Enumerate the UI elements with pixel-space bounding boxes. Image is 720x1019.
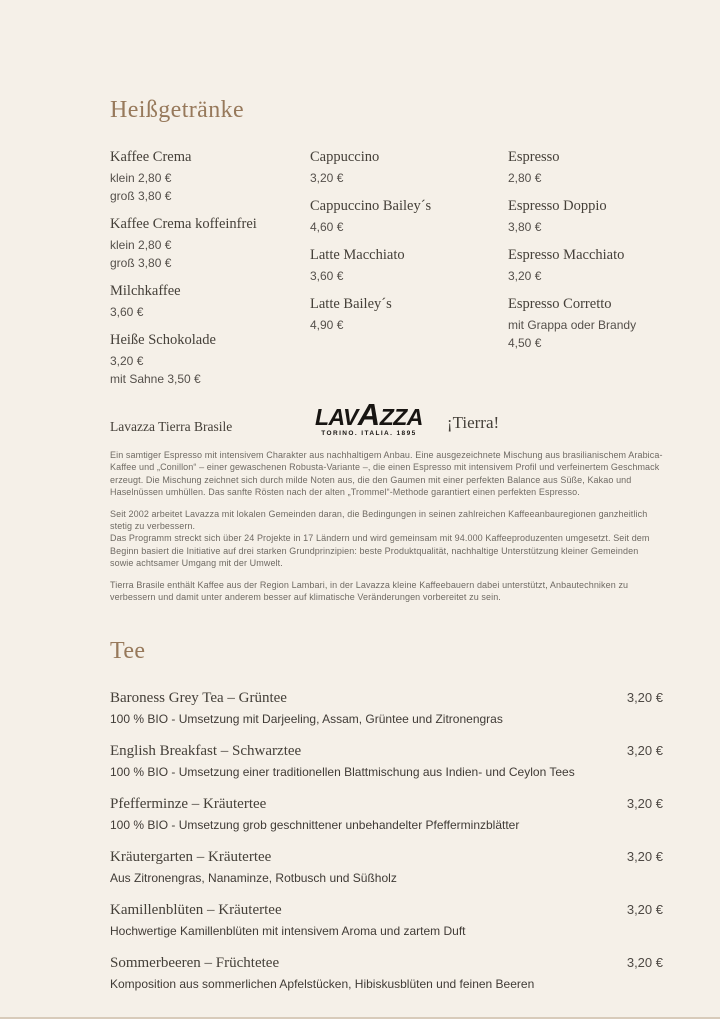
- menu-item-price: 4,90 €: [310, 318, 344, 332]
- menu-item-name: Espresso Macchiato: [508, 247, 625, 263]
- menu-item-price: 4,60 €: [310, 220, 344, 234]
- menu-item-price: 3,80 €: [508, 220, 542, 234]
- hot-drinks-column-3: [508, 148, 663, 398]
- menu-item-name: Latte Macchiato: [310, 247, 405, 263]
- lavazza-logo-word-start: LAV: [315, 404, 358, 430]
- menu-item: [310, 246, 508, 285]
- tea-item-row: [110, 848, 663, 867]
- menu-item: [110, 148, 310, 205]
- tea-item-name: Baroness Grey Tea – Grüntee: [110, 690, 287, 707]
- tea-item-name: English Breakfast – Schwarztee: [110, 743, 302, 760]
- menu-item-price: 2,80 €: [508, 171, 542, 185]
- menu-item-name: Espresso Doppio: [508, 198, 607, 214]
- menu-item-name: Kaffee Crema koffeinfrei: [110, 216, 257, 232]
- lavazza-logo-wordmark: [315, 397, 423, 432]
- description-paragraph: Seit 2002 arbeitet Lavazza mit lokalen Gemeinden daran, die Bedingungen in seinen zahlreichen Kaffeeanbauregionen ganzheitlich stetig zu verbessern.: [110, 508, 648, 532]
- menu-item-name: Heiße Schokolade: [110, 332, 216, 348]
- tea-item-description: 100 % BIO - Umsetzung grob geschnittener unbehandelter Pfefferminzblätter: [110, 818, 520, 833]
- tea-item-row: [110, 795, 663, 814]
- menu-item: [508, 197, 663, 236]
- menu-item-name: Espresso: [508, 149, 560, 165]
- menu-item-name: Espresso Corretto: [508, 296, 612, 312]
- menu-item: [508, 246, 663, 285]
- tea-item: [110, 901, 663, 939]
- tea-item: [110, 689, 663, 727]
- menu-item: [508, 295, 663, 352]
- menu-item-price: 3,20 €: [508, 269, 542, 283]
- menu-item-price: klein 2,80 €: [110, 238, 172, 252]
- menu-item-price: mit Sahne 3,50 €: [110, 372, 201, 386]
- lavazza-logo-tagline: TORINO. ITALIA. 1895: [321, 430, 417, 437]
- menu-item-note: mit Grappa oder Brandy: [508, 318, 637, 332]
- hot-drinks-heading: Heißgetränke: [110, 97, 245, 123]
- tea-item-row: [110, 689, 663, 708]
- menu-item-price: 3,20 €: [310, 171, 344, 185]
- menu-item-name: Latte Bailey´s: [310, 296, 392, 312]
- description-paragraph: Tierra Brasile enthält Kaffee aus der Region Lambari, in der Lavazza kleine Kaffeebauern dabei unterstützt, Anbautechniken zu verbessern und damit unter anderem besser auf klimatische Veränderungen vorbereitet zu sein.: [110, 579, 629, 603]
- tea-heading: Tee: [110, 638, 146, 665]
- tea-item-description: Komposition aus sommerlichen Apfelstücken, Hibiskusblüten und feinen Beeren: [110, 977, 535, 992]
- tea-item-description: 100 % BIO - Umsetzung mit Darjeeling, Assam, Grüntee und Zitronengras: [110, 712, 503, 727]
- menu-item-price: 3,20 €: [110, 354, 144, 368]
- tea-item-price: 3,20 €: [626, 690, 663, 706]
- menu-item-name: Cappuccino Bailey´s: [310, 198, 432, 214]
- description-paragraph: Das Programm streckt sich über 24 Projekte in 17 Ländern und wird gemeinsam mit 94.000 Kaffeeproduzenten umgesetzt. Seit dem Beginn basiert die Initiative auf drei starken Grundprinzipien: beste Produktqualität, nachhaltige Unterstützung kleiner Gemeinden sowie achtsamer Umgang mit der Umwelt.: [110, 533, 650, 569]
- lavazza-section: [110, 397, 663, 437]
- tea-item-description: Aus Zitronengras, Nanaminze, Rotbusch und Süßholz: [110, 871, 397, 886]
- menu-item-price: klein 2,80 €: [110, 171, 172, 185]
- product-description: [110, 449, 663, 603]
- description-paragraph: Ein samtiger Espresso mit intensivem Charakter aus nachhaltigem Anbau. Eine ausgezeichnete Mischung aus brasilianischem Arabica-Kaffee und „Conillon“ – einer gewaschenen Robusta-Variante –, die einen Espresso mit intensivem Profil und verfeinertem Geschmack erzeugt. Die Mischung zeichnet sich durch milde Noten aus, die den Gaumen mit einer perfekten Balance aus Süße, Kakao und Haselnüssen umhüllen. Das sanfte Rösten nach der alten „Trommel“-Methode garantiert einen perfekten Espresso.: [110, 450, 663, 498]
- tea-item-description: 100 % BIO - Umsetzung einer traditionellen Blattmischung aus Indien- und Ceylon Tees: [110, 765, 575, 780]
- hot-drinks-column-1: [110, 148, 310, 398]
- tea-item-price: 3,20 €: [626, 743, 663, 759]
- tea-item-price: 3,20 €: [626, 796, 663, 812]
- menu-item: [110, 282, 310, 321]
- menu-item-price: groß 3,80 €: [110, 256, 172, 270]
- menu-item-price: 4,50 €: [508, 336, 542, 350]
- tea-item: [110, 795, 663, 833]
- menu-item-name: Cappuccino: [310, 149, 380, 165]
- tea-item-name: Pfefferminze – Kräutertee: [110, 796, 267, 813]
- menu-item: [310, 295, 508, 334]
- lavazza-product-name: Lavazza Tierra Brasile: [110, 419, 233, 434]
- lavazza-logo-word-end: ZZA: [379, 404, 423, 430]
- menu-item: [508, 148, 663, 187]
- tea-item-name: Sommerbeeren – Früchtetee: [110, 955, 280, 972]
- tea-item-price: 3,20 €: [626, 849, 663, 865]
- menu-item: [310, 148, 508, 187]
- menu-item-name: Milchkaffee: [110, 283, 181, 299]
- menu-item: [110, 331, 310, 388]
- tea-item: [110, 848, 663, 886]
- tea-item-row: [110, 742, 663, 761]
- tea-item: [110, 742, 663, 780]
- tea-item-row: [110, 901, 663, 920]
- lavazza-logo-big-a: A: [357, 397, 380, 432]
- tea-item-price: 3,20 €: [626, 902, 663, 918]
- tea-item-name: Kräutergarten – Kräutertee: [110, 849, 272, 866]
- hot-drinks-grid: [110, 148, 663, 398]
- menu-item-price: groß 3,80 €: [110, 189, 172, 203]
- tea-item-row: [110, 954, 663, 973]
- tierra-campaign-label: ¡Tierra!: [446, 413, 500, 432]
- tea-list: [110, 689, 663, 992]
- menu-item-price: 3,60 €: [310, 269, 344, 283]
- menu-item: [110, 215, 310, 272]
- menu-item: [310, 197, 508, 236]
- lavazza-logo: [315, 397, 423, 437]
- tea-item: [110, 954, 663, 992]
- tea-item-description: Hochwertige Kamillenblüten mit intensivem Aroma und zartem Duft: [110, 924, 466, 939]
- tea-item-price: 3,20 €: [626, 955, 663, 971]
- menu-item-price: 3,60 €: [110, 305, 144, 319]
- hot-drinks-column-2: [310, 148, 508, 398]
- tea-item-name: Kamillenblüten – Kräutertee: [110, 902, 282, 919]
- menu-item-name: Kaffee Crema: [110, 149, 192, 165]
